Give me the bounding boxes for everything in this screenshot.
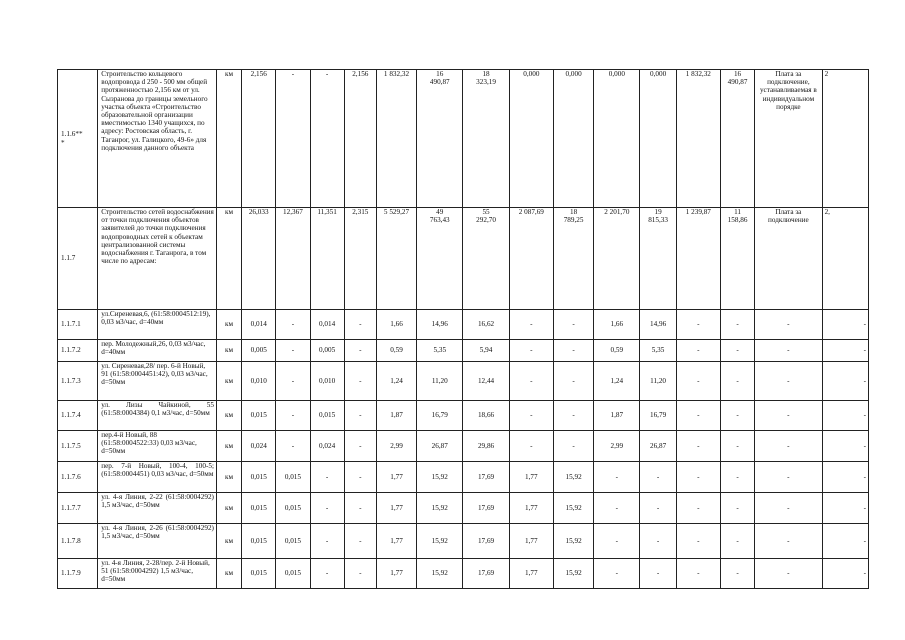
value-cell: 12,367 — [276, 208, 310, 310]
value-cell: - — [509, 340, 553, 362]
value-cell: - — [276, 310, 310, 340]
table-row — [58, 70, 869, 208]
value-cell: - — [310, 559, 344, 589]
value-cell: - — [594, 462, 640, 493]
value-cell: - — [553, 340, 593, 362]
row-number: 1.1.7.3 — [58, 362, 98, 401]
value-cell: - — [676, 431, 720, 462]
last-cell: - — [822, 431, 868, 462]
value-cell: 0,014 — [310, 310, 344, 340]
unit-cell: км — [216, 340, 241, 362]
value-cell: 17,69 — [463, 524, 509, 559]
last-cell: - — [822, 493, 868, 524]
value-cell: 2 087,69 — [509, 208, 553, 310]
value-cell: 0,015 — [276, 559, 310, 589]
value-cell: 1,77 — [509, 493, 553, 524]
value-cell: 0,005 — [310, 340, 344, 362]
table-row — [58, 310, 869, 340]
value-cell: - — [676, 310, 720, 340]
value-cell: 5 529,27 — [376, 208, 416, 310]
value-cell: 26,033 — [242, 208, 276, 310]
value-cell: 2,99 — [376, 431, 416, 462]
table-row — [58, 493, 869, 524]
last-cell: - — [822, 310, 868, 340]
value-cell: 0,015 — [242, 493, 276, 524]
value-cell: 1 832,32 — [376, 70, 416, 208]
value-cell: - — [509, 362, 553, 401]
value-cell: 0,015 — [242, 401, 276, 431]
value-cell: - — [344, 524, 376, 559]
table-row — [58, 208, 869, 310]
value-cell: 15,92 — [553, 524, 593, 559]
value-cell: - — [640, 559, 676, 589]
value-cell: 18,66 — [463, 401, 509, 431]
row-number: 1.1.7.4 — [58, 401, 98, 431]
value-cell: - — [720, 493, 754, 524]
value-cell: 2,156 — [242, 70, 276, 208]
row-number: 1.1.6** * — [58, 70, 98, 208]
value-cell: - — [640, 524, 676, 559]
value-cell: 26,87 — [417, 431, 463, 462]
value-cell: 1,77 — [376, 462, 416, 493]
value-cell: 16 490,87 — [720, 70, 754, 208]
row-name: пер. Молодежный,26, 0,03 м3/час, d=40мм — [98, 340, 217, 362]
value-cell: - — [509, 401, 553, 431]
value-cell: 0,005 — [242, 340, 276, 362]
value-cell: - — [310, 524, 344, 559]
value-cell: 5,35 — [640, 340, 676, 362]
value-cell: - — [310, 462, 344, 493]
value-cell: 1,77 — [509, 559, 553, 589]
row-name: ул. 4-я Линия, 2-28/пер. 2-й Новый, 51 (61:58:0004292) 1,5 м3/час, d=50мм — [98, 559, 217, 589]
value-cell: - — [720, 340, 754, 362]
table-row — [58, 431, 869, 462]
value-cell: 0,000 — [509, 70, 553, 208]
value-cell: 15,92 — [553, 493, 593, 524]
value-cell: 19 815,33 — [640, 208, 676, 310]
note-cell: - — [755, 462, 822, 493]
value-cell: 14,96 — [417, 310, 463, 340]
value-cell: 0,59 — [376, 340, 416, 362]
row-number: 1.1.7.8 — [58, 524, 98, 559]
value-cell: 0,015 — [242, 462, 276, 493]
value-cell: - — [509, 431, 553, 462]
unit-cell: км — [216, 431, 241, 462]
value-cell: 1,77 — [376, 493, 416, 524]
value-cell: - — [553, 362, 593, 401]
value-cell: 1,87 — [376, 401, 416, 431]
value-cell: 0,015 — [276, 524, 310, 559]
value-cell: - — [344, 431, 376, 462]
value-cell: 15,92 — [553, 462, 593, 493]
unit-cell: км — [216, 70, 241, 208]
value-cell: - — [509, 310, 553, 340]
value-cell: 1,77 — [509, 462, 553, 493]
value-cell: 1 239,87 — [676, 208, 720, 310]
value-cell: 11 158,86 — [720, 208, 754, 310]
value-cell: 0,024 — [242, 431, 276, 462]
value-cell: 5,94 — [463, 340, 509, 362]
value-cell: 14,96 — [640, 310, 676, 340]
value-cell: 5,35 — [417, 340, 463, 362]
value-cell: 1,77 — [376, 524, 416, 559]
investment-program-table — [57, 69, 869, 589]
value-cell: 1,77 — [509, 524, 553, 559]
row-name: ул. 4-я Линия, 2-26 (61:58:0004292) 1,5 м3/час, d=50мм — [98, 524, 217, 559]
note-cell: - — [755, 310, 822, 340]
table-row — [58, 401, 869, 431]
value-cell: 17,69 — [463, 559, 509, 589]
value-cell: - — [310, 493, 344, 524]
value-cell: 1,24 — [376, 362, 416, 401]
row-name: Строительство кольцевого водопровода d 250 - 500 мм общей протяженностью 2,156 км от ул. Сызранова до границы земельного участка объекта «Строительство образовательной организации вместимостью 1340 учащихся, по адресу: Ростовская область, г. Таганрог, ул. Галицкого, 49-6» для подключения данного объекта — [98, 70, 217, 208]
value-cell: - — [594, 493, 640, 524]
value-cell: 16,62 — [463, 310, 509, 340]
note-cell: - — [755, 524, 822, 559]
value-cell: 0,015 — [276, 462, 310, 493]
last-cell: - — [822, 401, 868, 431]
value-cell: 2 201,70 — [594, 208, 640, 310]
unit-cell: км — [216, 493, 241, 524]
table-row — [58, 362, 869, 401]
value-cell: 1,77 — [376, 559, 416, 589]
row-number: 1.1.7.6 — [58, 462, 98, 493]
value-cell: - — [310, 70, 344, 208]
value-cell: 1 832,32 — [676, 70, 720, 208]
value-cell: - — [344, 401, 376, 431]
value-cell: - — [276, 362, 310, 401]
value-cell: 15,92 — [553, 559, 593, 589]
note-cell: - — [755, 493, 822, 524]
unit-cell: км — [216, 362, 241, 401]
value-cell: - — [594, 559, 640, 589]
value-cell: 0,010 — [242, 362, 276, 401]
value-cell: - — [640, 462, 676, 493]
value-cell: - — [720, 431, 754, 462]
value-cell: 0,024 — [310, 431, 344, 462]
note-cell: - — [755, 431, 822, 462]
value-cell: - — [640, 493, 676, 524]
value-cell: - — [720, 362, 754, 401]
value-cell: 15,92 — [417, 462, 463, 493]
value-cell: 18 323,19 — [463, 70, 509, 208]
note-cell: - — [755, 362, 822, 401]
last-cell: - — [822, 559, 868, 589]
row-name: ул. 4-я Линия, 2-22 (61:58:0004292) 1,5 м3/час, d=50мм — [98, 493, 217, 524]
value-cell: - — [553, 431, 593, 462]
value-cell: - — [676, 493, 720, 524]
value-cell: 0,014 — [242, 310, 276, 340]
value-cell: 0,015 — [310, 401, 344, 431]
value-cell: - — [553, 310, 593, 340]
row-number: 1.1.7 — [58, 208, 98, 310]
row-name: ул.Сиреневая,6, (61:58:0004512:19), 0,03 м3/час, d=40мм — [98, 310, 217, 340]
row-number: 1.1.7.7 — [58, 493, 98, 524]
value-cell: - — [594, 524, 640, 559]
value-cell: - — [344, 340, 376, 362]
table-row — [58, 559, 869, 589]
value-cell: - — [276, 401, 310, 431]
value-cell: 2,315 — [344, 208, 376, 310]
value-cell: - — [676, 559, 720, 589]
value-cell: 15,92 — [417, 493, 463, 524]
value-cell: 11,20 — [640, 362, 676, 401]
row-name: ул. Сиреневая,28/ пер. 6-й Новый, 91 (61:58:0004451:42), 0,03 м3/час, d=50мм — [98, 362, 217, 401]
row-number: 1.1.7.5 — [58, 431, 98, 462]
value-cell: - — [676, 462, 720, 493]
value-cell: 1,66 — [594, 310, 640, 340]
value-cell: 0,59 — [594, 340, 640, 362]
value-cell: 55 292,70 — [463, 208, 509, 310]
value-cell: 1,66 — [376, 310, 416, 340]
value-cell: 49 763,43 — [417, 208, 463, 310]
value-cell: 2,99 — [594, 431, 640, 462]
value-cell: - — [676, 401, 720, 431]
row-name: пер.4-й Новый, 88 (61:58:0004522:33) 0,03 м3/час, d=50мм — [98, 431, 217, 462]
value-cell: - — [720, 401, 754, 431]
value-cell: 1,24 — [594, 362, 640, 401]
table-row — [58, 524, 869, 559]
row-name: Строительство сетей водоснабжения от точки подключения объектов заявителей до точки подключения водопроводных сетей к объектам централизованной системы водоснабжения г. Таганрога, в том числе по адресам: — [98, 208, 217, 310]
value-cell: - — [720, 524, 754, 559]
value-cell: 16 490,87 — [417, 70, 463, 208]
note-cell: Плата за подключение, устанавливаемая в индивидуальном порядке — [755, 70, 822, 208]
unit-cell: км — [216, 208, 241, 310]
value-cell: 0,000 — [553, 70, 593, 208]
last-cell: - — [822, 340, 868, 362]
value-cell: 0,015 — [242, 524, 276, 559]
value-cell: - — [276, 70, 310, 208]
value-cell: - — [676, 524, 720, 559]
row-number: 1.1.7.9 — [58, 559, 98, 589]
last-cell: - — [822, 524, 868, 559]
value-cell: 2,156 — [344, 70, 376, 208]
value-cell: 0,015 — [242, 559, 276, 589]
table-row — [58, 340, 869, 362]
value-cell: 0,010 — [310, 362, 344, 401]
value-cell: - — [344, 362, 376, 401]
value-cell: - — [720, 462, 754, 493]
value-cell: 15,92 — [417, 524, 463, 559]
value-cell: - — [676, 362, 720, 401]
value-cell: 0,000 — [640, 70, 676, 208]
unit-cell: км — [216, 462, 241, 493]
value-cell: 11,351 — [310, 208, 344, 310]
table-row — [58, 462, 869, 493]
value-cell: 18 789,25 — [553, 208, 593, 310]
row-name: ул. Лизы Чайкиной, 55 (61:58:0004384) 0,1 м3/час, d=50мм — [98, 401, 217, 431]
unit-cell: км — [216, 401, 241, 431]
value-cell: - — [344, 462, 376, 493]
value-cell: 26,87 — [640, 431, 676, 462]
value-cell: - — [720, 559, 754, 589]
value-cell: - — [276, 431, 310, 462]
value-cell: - — [344, 559, 376, 589]
value-cell: 11,20 — [417, 362, 463, 401]
value-cell: - — [720, 310, 754, 340]
value-cell: - — [676, 340, 720, 362]
unit-cell: км — [216, 524, 241, 559]
last-cell: - — [822, 462, 868, 493]
value-cell: - — [553, 401, 593, 431]
value-cell: 16,79 — [640, 401, 676, 431]
value-cell: - — [276, 340, 310, 362]
note-cell: - — [755, 559, 822, 589]
value-cell: - — [344, 493, 376, 524]
value-cell: 16,79 — [417, 401, 463, 431]
last-cell: 2, — [822, 208, 868, 310]
value-cell: 0,015 — [276, 493, 310, 524]
note-cell: - — [755, 340, 822, 362]
row-number: 1.1.7.1 — [58, 310, 98, 340]
value-cell: 12,44 — [463, 362, 509, 401]
last-cell: 2 — [822, 70, 868, 208]
unit-cell: км — [216, 310, 241, 340]
value-cell: 17,69 — [463, 462, 509, 493]
note-cell: Плата за подключение — [755, 208, 822, 310]
value-cell: 0,000 — [594, 70, 640, 208]
unit-cell: км — [216, 559, 241, 589]
row-number: 1.1.7.2 — [58, 340, 98, 362]
note-cell: - — [755, 401, 822, 431]
row-name: пер. 7-й Новый, 100-4, 100-5; (61:58:0004451) 0,03 м3/час, d=50мм — [98, 462, 217, 493]
value-cell: 29,86 — [463, 431, 509, 462]
value-cell: 15,92 — [417, 559, 463, 589]
last-cell: - — [822, 362, 868, 401]
value-cell: - — [344, 310, 376, 340]
value-cell: 17,69 — [463, 493, 509, 524]
value-cell: 1,87 — [594, 401, 640, 431]
